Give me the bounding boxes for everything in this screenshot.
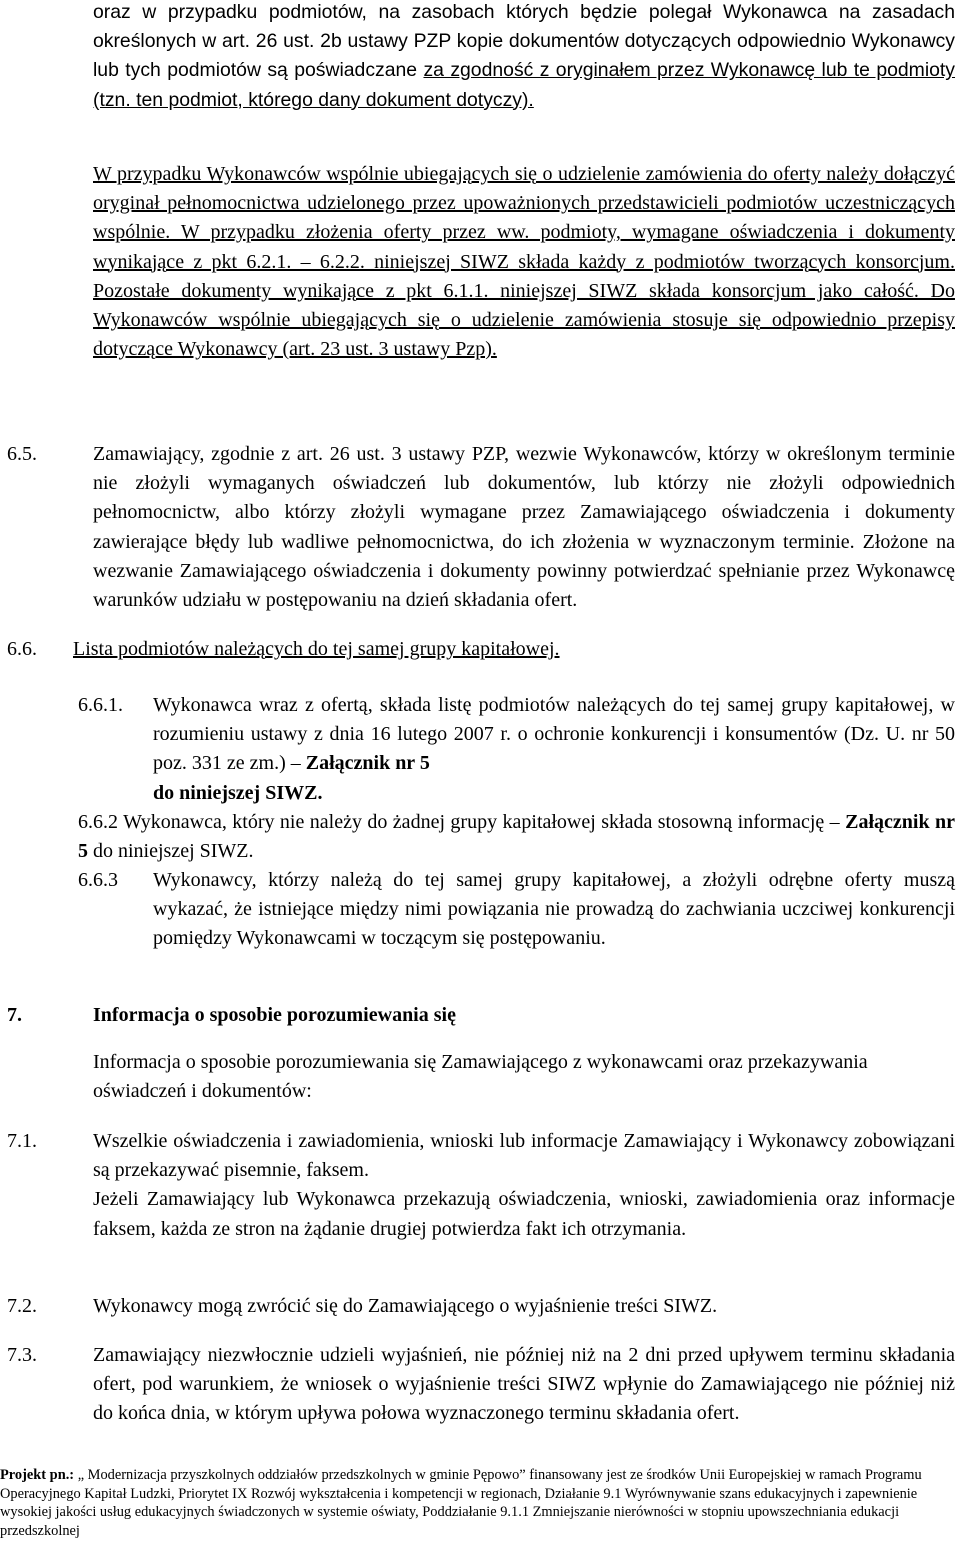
section-number-6-5: 6.5. [7, 443, 37, 465]
attachment-5-ref: Załącznik nr 5 [305, 752, 430, 775]
paragraph-certified-copies [93, 0, 955, 115]
section-6-6-2-body: Wykonawca, który nie należy do żadnej grupy kapitałowej składa stosowną informację – [123, 811, 846, 833]
consortium-text: W przypadku Wykonawców wspólnie ubiegających się o udzielenie zamówienia do oferty należy dołączyć oryginał pełnomocnictwa udzielonego przez upoważnionych przedstawicieli podmiotów uczestniczących wspólnie. W przypadku złożenia oferty przez ww. podmioty, wymagane oświadczenia i dokumenty wynikające z pkt 6.2.1. – 6.2.2. niniejszej SIWZ składa każdy z podmiotów tworzących konsorcjum. Pozostałe dokumenty wynikające z pkt 6.1.1. niniejszej SIWZ składa konsorcjum jako całość. Do Wykonawców wspólnie ubiegających się o udzielenie zamówienia stosuje się odpowiednio przepisy dotyczące Wykonawcy (art. 23 ust. 3 ustawy Pzp). [93, 163, 955, 361]
paragraph-consortium [93, 160, 955, 364]
section-number-7-1: 7.1. [7, 1130, 37, 1152]
section-7-intro: Informacja o sposobie porozumiewania się Zamawiającego z wykonawcami oraz przekazywania oświadczeń i dokumentów: [93, 1051, 868, 1103]
section-6-6-1-text [153, 691, 955, 808]
section-7-heading: Informacja o sposobie porozumiewania się [93, 1004, 456, 1026]
footer-label: Projekt pn.: [0, 1467, 75, 1483]
section-number-6-6-2: 6.6.2 [78, 811, 118, 833]
section-6-6-2-text [78, 808, 955, 866]
certified-copies-text: oraz w przypadku podmiotów, na zasobach których będzie polegał Wykonawca na zasadach określonych w art. 26 ust. 2b ustawy PZP kopie dokumentów dotyczących odpowiednio Wykonawcy lub tych podmiotów są poświadczane [93, 1, 955, 82]
section-number-7: 7. [7, 1004, 22, 1026]
footer-text: „ Modernizacja przyszkolnych oddziałów przedszkolnych w gminie Pępowo” finansowany jest ze środków Unii Europejskiej w ramach Programu Operacyjnego Kapitał Ludzki, Priorytet IX Rozwój wykształcenia i kompetencji w regionach, Działanie 9.1 Wyrównywanie szans edukacyjnych i zapewnienie wysokiej jakości usług edukacyjnych świadczonych w systemie oświaty, Poddziałanie 9.1.1 Zmniejszanie nierówności w stopniu upowszechniania edukacji przedszkolnej [0, 1467, 922, 1539]
section-number-7-3: 7.3. [7, 1344, 37, 1366]
section-number-7-2: 7.2. [7, 1295, 37, 1317]
section-7-1-para-1: Wszelkie oświadczenia i zawiadomienia, wnioski lub informacje Zamawiający i Wykonawcy zobowiązani są przekazywać pisemnie, faksem. [93, 1130, 955, 1182]
section-7-1-text [93, 1127, 955, 1244]
attachment-5-ref-2: Załącznik nr 5 [78, 811, 956, 863]
section-6-6-2-end: do niniejszej SIWZ. [88, 840, 254, 863]
page-footer [0, 1466, 958, 1540]
section-7-2-text: Wykonawcy mogą zwrócić się do Zamawiającego o wyjaśnienie treści SIWZ. [93, 1295, 718, 1317]
section-number-6-6-3: 6.6.3 [78, 869, 118, 891]
section-6-6-3-text: Wykonawcy, którzy należą do tej samej grupy kapitałowej, a złożyli odrębne oferty muszą wykazać, że istniejące między nimi powiązania nie prowadzą do zachwiania uczciwej konkurencji pomiędzy Wykonawcami w toczącym się postępowaniu. [153, 869, 955, 950]
section-7-3-text: Zamawiający niezwłocznie udzieli wyjaśnień, nie później niż na 2 dni przed upływem terminu składania ofert, pod warunkiem, że wniosek o wyjaśnienie treści SIWZ wpłynie do Zamawiającego nie później niż do końca dnia, w którym upływa połowa wyznaczonego terminu składania ofert. [93, 1344, 955, 1425]
section-6-5-text: Zamawiający, zgodnie z art. 26 ust. 3 ustawy PZP, wezwie Wykonawców, którzy w określonym terminie nie złożyli wymaganych oświadczeń lub dokumentów, lub którzy nie złożyli odpowiednich pełnomocnictw, albo którzy złożyli wymagane przez Zamawiającego oświadczenia i dokumenty zawierające błędy lub wadliwe pełnomocnictwa, do ich złożenia w wyznaczonym terminie. Złożone na wezwanie Zamawiającego oświadczenia i dokumenty powinny potwierdzać spełnianie przez Wykonawcę warunków udziału w postępowaniu na dzień składania ofert. [93, 443, 955, 612]
attachment-5-siwz: do niniejszej SIWZ. [153, 781, 323, 804]
certified-copies-underlined: za zgodność z oryginałem przez Wykonawcę lub te podmioty (tzn. ten podmiot, którego dany dokument dotyczy). [93, 59, 956, 111]
section-6-6-title: Lista podmiotów należących do tej samej grupy kapitałowej. [73, 638, 560, 660]
section-number-6-6: 6.6. [7, 638, 37, 660]
section-7-1-para-2: Jeżeli Zamawiający lub Wykonawca przekazują oświadczenia, wnioski, zawiadomienia oraz informacje faksem, każda ze stron na żądanie drugiej potwierdza fakt ich otrzymania. [93, 1188, 955, 1240]
section-6-6-1-body: Wykonawca wraz z ofertą, składa listę podmiotów należących do tej samej grupy kapitałowej, w rozumieniu ustawy z dnia 16 lutego 2007 r. o ochronie konkurencji i konsumentów (Dz. U. nr 50 poz. 331 ze zm.) – [153, 694, 955, 775]
section-number-6-6-1: 6.6.1. [78, 694, 123, 716]
